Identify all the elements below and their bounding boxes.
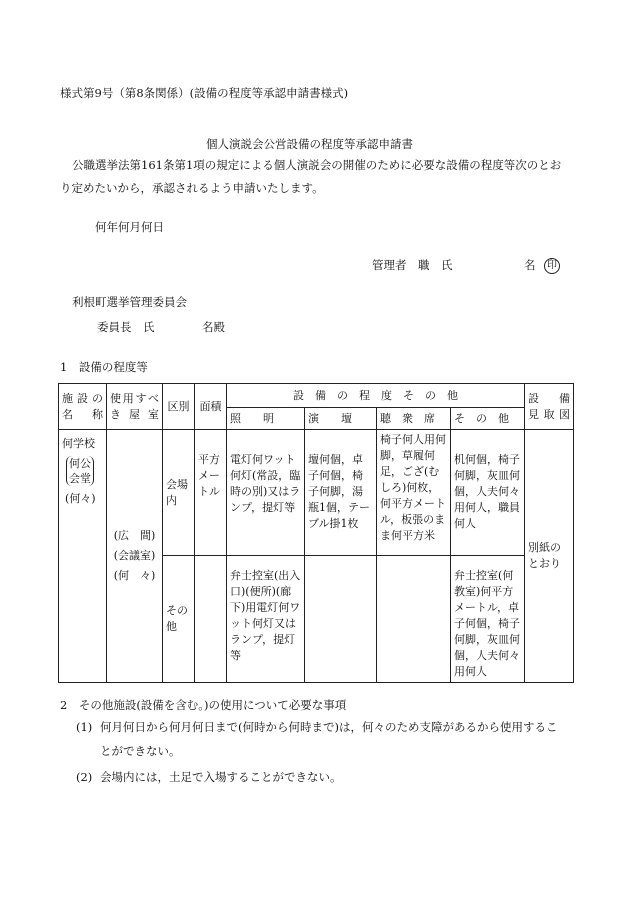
facility-etc: (何々) [65, 492, 96, 505]
intro-line-2: り定めたいから，承認されるよう申請いたします。 [60, 181, 324, 195]
honorific: 名殿 [202, 320, 225, 334]
header-podium: 演 壇 [305, 408, 377, 430]
header-room: 使用すべ き屋室 [107, 384, 163, 430]
applicant-label: 管理者 職 氏 [372, 258, 453, 272]
header-equipment: 設 備 の 程 度 そ の 他 [227, 384, 525, 408]
item-1-number: (1) [76, 720, 93, 734]
audience-other [377, 556, 451, 683]
podium-other [305, 556, 377, 683]
equipment-table [58, 383, 574, 683]
header-division: 区別 [163, 384, 195, 430]
division-inside: 会場 内 [163, 430, 195, 556]
facility-name-cell [59, 430, 107, 683]
form-number: 様式第9号（第8条関係）(設備の程度等承認申請書様式) [60, 86, 349, 100]
header-facility-name: 施設の 名 称 [59, 384, 107, 430]
chairman-label: 委員長 氏 [97, 320, 155, 334]
header-other: そ の 他 [451, 408, 525, 430]
podium-inside: 壇何個，卓子何個，椅子何脚，湯瓶1個，テーブル掛1枚 [305, 430, 377, 556]
item-2-text: 会場内には，土足で入場することができない。 [100, 770, 342, 784]
area-other [195, 556, 227, 683]
header-audience: 聴 衆 席 [377, 408, 451, 430]
item-2-number: (2) [76, 770, 93, 784]
other-other: 弁士控室(何教室)何平方メートル，卓子何個，椅子何脚，灰皿何個，人夫何々用何人 [451, 556, 525, 683]
addressee: 利根町選挙管理委員会 [72, 295, 187, 309]
audience-inside: 椅子何人用何脚，草履何足，ござ(むしろ)何枚，何平方メートル，板張のまま何平方米 [377, 430, 451, 556]
other-inside: 机何個，椅子何脚，灰皿何個，人夫何々用何人，職員何人 [451, 430, 525, 556]
facility-name: 何学校 [62, 437, 95, 450]
lighting-inside: 電灯何ワット何灯(常設，臨時の別)又はランプ，提灯等 [227, 430, 305, 556]
application-date: 何年何月何日 [95, 220, 164, 234]
applicant-name-label: 名 [524, 258, 536, 272]
section-1-heading: 1 設備の程度等 [60, 360, 148, 374]
seal-icon: 印 [544, 258, 560, 274]
header-area: 面積 [195, 384, 227, 430]
item-1-line-1: 何月何日から何月何日まで(何時から何時まで)は，何々のため支障があるから使用するこ [100, 720, 558, 734]
document-title: 個人演説会公営設備の程度等承認申請書 [206, 137, 413, 151]
division-other: その 他 [163, 556, 195, 683]
header-lighting: 照 明 [227, 408, 305, 430]
facility-hall: 何公 会堂 [66, 456, 94, 486]
diagram-note: 別紙のとおり [525, 430, 574, 683]
header-diagram: 設 備 見取図 [525, 384, 574, 430]
area-unit: 平方 メー トル [195, 430, 227, 556]
lighting-other: 弁士控室(出入口)(便所)(廊下)用電灯何ワット何灯又はランプ，提灯等 [227, 556, 305, 683]
intro-line-1: 公職選挙法第161条第1項の規定による個人演説会の開催のために必要な設備の程度等次のとお [72, 158, 562, 172]
item-1-line-2: とができない。 [100, 744, 181, 758]
room-cell: (広 間) (会議室) (何 々) [107, 430, 163, 683]
section-2-heading: 2 その他施設(設備を含む。)の使用について必要な事項 [60, 698, 347, 712]
